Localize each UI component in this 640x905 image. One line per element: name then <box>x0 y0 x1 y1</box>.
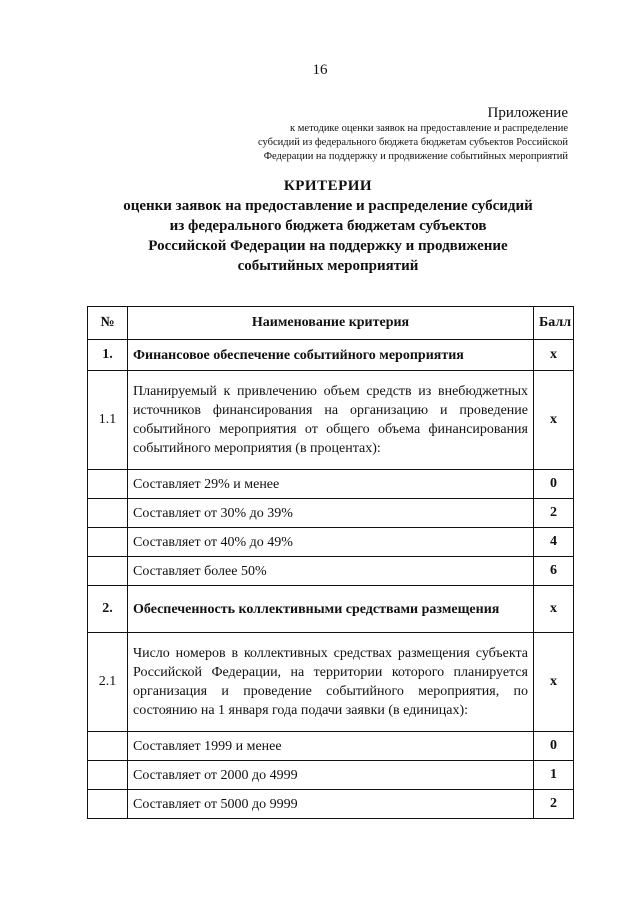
appendix-note-line: Федерации на поддержку и продвижение событийных мероприятий <box>263 151 568 162</box>
table-row <box>88 340 574 371</box>
row-num <box>88 732 128 761</box>
row-num <box>88 499 128 528</box>
row-score: 1 <box>534 761 574 790</box>
row-name: Составляет 1999 и менее <box>128 732 534 761</box>
header-score: Балл <box>534 307 574 340</box>
row-num <box>88 790 128 819</box>
row-score: 6 <box>534 557 574 586</box>
row-name: Составляет от 30% до 39% <box>128 499 534 528</box>
header-name: Наименование критерия <box>128 307 534 340</box>
row-score: х <box>534 371 574 470</box>
row-num <box>88 557 128 586</box>
row-score: 0 <box>534 732 574 761</box>
table-row <box>88 633 574 732</box>
row-num: 1.1 <box>88 371 128 470</box>
table-row <box>88 470 574 499</box>
title-line: событийных мероприятий <box>237 258 419 274</box>
row-num <box>88 761 128 790</box>
header-num: № <box>88 307 128 340</box>
row-name: Обеспеченность коллективными средствами размещения <box>128 586 534 633</box>
appendix-block <box>208 104 568 164</box>
row-name: Составляет от 5000 до 9999 <box>128 790 534 819</box>
table-row <box>88 761 574 790</box>
title-line: из федерального бюджета бюджетам субъектов <box>169 218 487 234</box>
criteria-table <box>87 306 574 819</box>
row-name: Планируемый к привлечению объем средств из внебюджетных источников финансирования на организацию и проведение событийного мероприятия от общего объема финансирования событийного мероприятия (в процентах): <box>128 371 534 470</box>
row-num: 2. <box>88 586 128 633</box>
table-header-row <box>88 307 574 340</box>
title-main: КРИТЕРИИ <box>283 178 373 194</box>
row-name: Составляет 29% и менее <box>128 470 534 499</box>
row-num: 2.1 <box>88 633 128 732</box>
page-number: 16 <box>312 62 328 78</box>
table-row <box>88 371 574 470</box>
row-score: 2 <box>534 790 574 819</box>
row-num <box>88 528 128 557</box>
appendix-title: Приложение <box>487 105 568 121</box>
table-row <box>88 557 574 586</box>
table-row <box>88 528 574 557</box>
appendix-note-line: субсидий из федерального бюджета бюджетам субъектов Российской <box>258 137 568 148</box>
row-score: х <box>534 586 574 633</box>
row-num <box>88 470 128 499</box>
title-line: Российской Федерации на поддержку и продвижение <box>148 238 508 254</box>
row-score: х <box>534 340 574 371</box>
table-row <box>88 732 574 761</box>
row-name: Число номеров в коллективных средствах размещения субъекта Российской Федерации, на территории которого планируется организация и проведение событийного мероприятия, по состоянию на 1 января года подачи заявки (в единицах): <box>128 633 534 732</box>
table-row <box>88 586 574 633</box>
table-row <box>88 499 574 528</box>
row-score: 2 <box>534 499 574 528</box>
row-name: Составляет от 40% до 49% <box>128 528 534 557</box>
row-name: Финансовое обеспечение событийного мероприятия <box>128 340 534 371</box>
row-name: Составляет более 50% <box>128 557 534 586</box>
title-line: оценки заявок на предоставление и распределение субсидий <box>123 198 533 214</box>
row-score: 0 <box>534 470 574 499</box>
row-num: 1. <box>88 340 128 371</box>
row-score: х <box>534 633 574 732</box>
row-name: Составляет от 2000 до 4999 <box>128 761 534 790</box>
table-row <box>88 790 574 819</box>
document-title <box>80 176 576 276</box>
appendix-note-line: к методике оценки заявок на предоставление и распределение <box>290 123 568 134</box>
row-score: 4 <box>534 528 574 557</box>
